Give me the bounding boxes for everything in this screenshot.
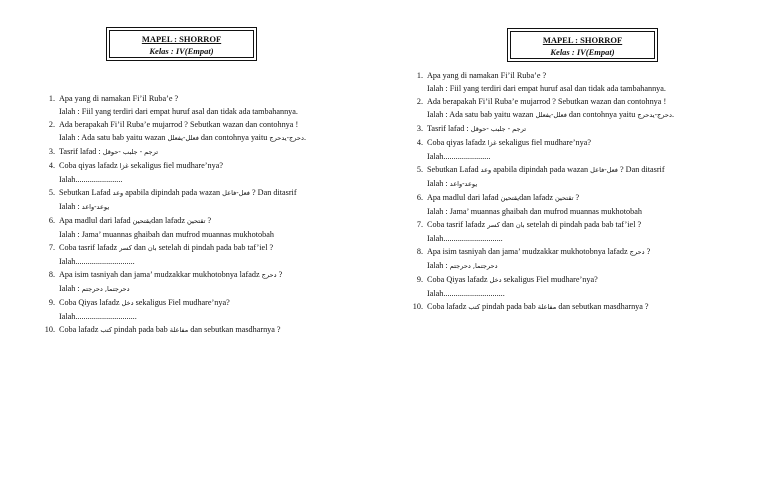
question-text: apabila dipindah pada wazan bbox=[123, 188, 223, 197]
question-text: Apa yang di namakan Fi’il Ruba’e ? bbox=[59, 94, 179, 103]
question-number: 1. bbox=[48, 94, 55, 103]
question-text: dan bbox=[131, 243, 148, 252]
question-item bbox=[408, 218, 738, 245]
arabic-text: بان bbox=[515, 221, 525, 229]
header-box bbox=[109, 30, 254, 58]
question-number: 5. bbox=[416, 165, 423, 174]
question-text: Apa yang di namakan Fi’il Ruba’e ? bbox=[427, 71, 547, 80]
subject-title: MAPEL : SHORROF bbox=[141, 34, 222, 44]
question-text: apabila dipindah pada wazan bbox=[491, 165, 591, 174]
question-text: Coba qiyas lafadz bbox=[427, 138, 488, 147]
question-text: Tasrif lafad : bbox=[427, 124, 471, 133]
question-text: Tasrif lafad : bbox=[59, 147, 103, 156]
arabic-text: مفاعلة bbox=[169, 326, 189, 334]
question-text: Apa isim tasniyah dan jama’ mudzakkar mukhotobnya lafadz bbox=[59, 270, 262, 279]
answer-text: Ialah....................... bbox=[59, 175, 123, 184]
question-number: 8. bbox=[416, 247, 423, 256]
question-item bbox=[408, 273, 738, 300]
question-text: sekaligus fiel mudhare’nya? bbox=[128, 161, 223, 170]
question-text: ? bbox=[573, 193, 580, 202]
question-number: 4. bbox=[416, 138, 423, 147]
answer-text: Ialah : bbox=[59, 202, 82, 211]
question-text: dan lafadz bbox=[519, 193, 556, 202]
question-item bbox=[40, 145, 370, 159]
question-number: 4. bbox=[48, 161, 55, 170]
question-item bbox=[40, 214, 370, 241]
arabic-text: دحرجتما, دحرجتم bbox=[81, 285, 130, 293]
question-text: Coba Qiyas lafadz bbox=[59, 298, 122, 307]
question-item bbox=[408, 95, 738, 122]
question-number: 7. bbox=[48, 243, 55, 252]
question-item bbox=[408, 191, 738, 218]
answer-text: Ialah : Ada satu bab yaitu wazan bbox=[427, 110, 536, 119]
question-item bbox=[408, 69, 738, 95]
arabic-text: مفاعلة bbox=[537, 303, 557, 311]
question-text: dan bbox=[499, 220, 516, 229]
arabic-text: دحرجتما, دحرجتم bbox=[449, 262, 498, 270]
arabic-text: دخل bbox=[489, 276, 502, 284]
arabic-text: كتب bbox=[468, 303, 480, 311]
arabic-text: دحرج bbox=[629, 248, 645, 256]
answer-text: Ialah.............................. bbox=[59, 312, 137, 321]
arabic-text: فعلل-يفعلل bbox=[535, 111, 567, 119]
question-number: 3. bbox=[48, 147, 55, 156]
question-text: setelah di pindah pada bab taf’iel ? bbox=[524, 220, 642, 229]
question-item bbox=[40, 323, 370, 337]
question-text: ? Dan ditasrif bbox=[249, 188, 297, 197]
question-number: 2. bbox=[48, 120, 55, 129]
question-item bbox=[40, 296, 370, 323]
question-text: ? bbox=[205, 216, 212, 225]
answer-text: Ialah : Fiil yang terdiri dari empat huruf asal dan tidak ada tambahannya. bbox=[59, 107, 298, 116]
arabic-text: دخل bbox=[121, 299, 134, 307]
answer-text: Ialah............................. bbox=[59, 257, 135, 266]
question-text: setelah di pindah pada bab taf’iel ? bbox=[156, 243, 274, 252]
arabic-text: تقتحين bbox=[555, 194, 574, 202]
question-number: 7. bbox=[416, 220, 423, 229]
question-item bbox=[408, 245, 738, 273]
answer-text: . bbox=[671, 110, 674, 119]
question-number: 2. bbox=[416, 97, 423, 106]
arabic-text: فعل-فاعل bbox=[590, 166, 618, 174]
arabic-text: دحرج-يدحرج bbox=[637, 111, 672, 119]
question-text: dan sebutkan masdharnya ? bbox=[556, 302, 649, 311]
arabic-text: كسر bbox=[487, 221, 500, 229]
question-text: sekaligus Fiel mudhare’nya? bbox=[133, 298, 230, 307]
arabic-text: دحرج-يدحرج bbox=[269, 134, 304, 142]
question-number: 8. bbox=[48, 270, 55, 279]
arabic-text: ترجم - جلبب -حوقل bbox=[470, 125, 527, 133]
answer-text: Ialah : Fiil yang terdiri dari empat huruf asal dan tidak ada tambahannya. bbox=[427, 84, 666, 93]
question-text: Coba tasrif lafadz bbox=[59, 243, 120, 252]
arabic-text: بان bbox=[147, 244, 157, 252]
question-number: 10. bbox=[412, 302, 423, 311]
answer-text: dan contohnya yaitu bbox=[198, 133, 270, 142]
answer-line bbox=[427, 177, 738, 191]
question-number: 9. bbox=[416, 275, 423, 284]
question-item bbox=[408, 122, 738, 136]
answer-line bbox=[427, 108, 738, 122]
arabic-text: كتب bbox=[100, 326, 112, 334]
answer-line bbox=[59, 131, 370, 145]
answer-line bbox=[59, 282, 370, 296]
question-number: 6. bbox=[48, 216, 55, 225]
question-item bbox=[408, 300, 738, 314]
question-text: ? Dan ditasrif bbox=[617, 165, 665, 174]
header-box bbox=[510, 31, 655, 59]
class-label: Kelas : IV(Empat) bbox=[149, 46, 214, 56]
question-text: sekaligus fiel mudhare’nya? bbox=[496, 138, 591, 147]
question-text: Sebutkan Lafad bbox=[59, 188, 113, 197]
question-text: Apa isim tasniyah dan jama’ mudzakkar mukhotobnya lafadz bbox=[427, 247, 630, 256]
question-item bbox=[40, 186, 370, 214]
question-item bbox=[40, 118, 370, 145]
arabic-text: غزا bbox=[119, 162, 129, 170]
question-text: pindah pada bab bbox=[479, 302, 538, 311]
arabic-text: دحرج bbox=[261, 271, 277, 279]
question-number: 10. bbox=[44, 325, 55, 334]
answer-text: Ialah : bbox=[427, 261, 450, 270]
question-item bbox=[40, 92, 370, 118]
question-text: Coba lafadz bbox=[59, 325, 101, 334]
question-text: Coba qiyas lafadz bbox=[59, 161, 120, 170]
question-text: sekaligus Fiel mudhare’nya? bbox=[501, 275, 598, 284]
question-text: Coba tasrif lafadz bbox=[427, 220, 488, 229]
question-text: ? bbox=[644, 247, 651, 256]
question-list bbox=[40, 92, 370, 337]
class-label: Kelas : IV(Empat) bbox=[550, 47, 615, 57]
question-text: ? bbox=[276, 270, 283, 279]
answer-line bbox=[59, 200, 370, 214]
answer-text: Ialah....................... bbox=[427, 152, 491, 161]
question-number: 9. bbox=[48, 298, 55, 307]
answer-text: Ialah : bbox=[59, 284, 82, 293]
answer-text: Ialah............................. bbox=[427, 234, 503, 243]
answer-text: Ialah : bbox=[427, 179, 450, 188]
arabic-text: يوعد-واعد bbox=[449, 180, 478, 188]
arabic-text: يوعد-واعد bbox=[81, 203, 110, 211]
question-item bbox=[40, 241, 370, 268]
arabic-text: تقتحين bbox=[187, 217, 206, 225]
question-text: Coba lafadz bbox=[427, 302, 469, 311]
question-number: 6. bbox=[416, 193, 423, 202]
arabic-text: ترجم - جلبب -حوقل bbox=[102, 148, 159, 156]
question-text: pindah pada bab bbox=[111, 325, 170, 334]
question-text: dan sebutkan masdharnya ? bbox=[188, 325, 281, 334]
question-item bbox=[408, 136, 738, 163]
answer-text: . bbox=[303, 133, 306, 142]
question-text: Sebutkan Lafad bbox=[427, 165, 481, 174]
question-text: Apa madlul dari lafad bbox=[59, 216, 133, 225]
question-number: 1. bbox=[416, 71, 423, 80]
question-item bbox=[408, 163, 738, 191]
question-item bbox=[40, 159, 370, 186]
answer-text: Ialah : Jama’ muannas ghaibah dan mufrod muannas mukhotobah bbox=[427, 207, 642, 216]
answer-text: Ialah : Ada satu bab yaitu wazan bbox=[59, 133, 168, 142]
arabic-text: غزا bbox=[487, 139, 497, 147]
arabic-text: وعد bbox=[480, 166, 492, 174]
question-text: Ada berapakah Fi’il Ruba’e mujarrod ? Sebutkan wazan dan contohnya ! bbox=[427, 97, 667, 106]
answer-text: Ialah : Jama’ muannas ghaibah dan mufrod muannas mukhotobah bbox=[59, 230, 274, 239]
question-text: Apa madlul dari lafad bbox=[427, 193, 501, 202]
subject-title: MAPEL : SHORROF bbox=[542, 35, 623, 45]
question-number: 3. bbox=[416, 124, 423, 133]
arabic-text: يقتحين bbox=[500, 194, 520, 202]
answer-line bbox=[427, 259, 738, 273]
arabic-text: فعلل-يفعلل bbox=[167, 134, 199, 142]
question-text: Ada berapakah Fi’il Ruba’e mujarrod ? Sebutkan wazan dan contohnya ! bbox=[59, 120, 299, 129]
question-item bbox=[40, 268, 370, 296]
arabic-text: كسر bbox=[119, 244, 132, 252]
arabic-text: يقتحين bbox=[132, 217, 152, 225]
answer-text: Ialah.............................. bbox=[427, 289, 505, 298]
question-text: dan lafadz bbox=[151, 216, 188, 225]
arabic-text: وعد bbox=[112, 189, 124, 197]
question-list bbox=[408, 69, 738, 314]
question-number: 5. bbox=[48, 188, 55, 197]
arabic-text: فعل-فاعل bbox=[222, 189, 250, 197]
question-text: Coba Qiyas lafadz bbox=[427, 275, 490, 284]
answer-text: dan contohnya yaitu bbox=[566, 110, 638, 119]
